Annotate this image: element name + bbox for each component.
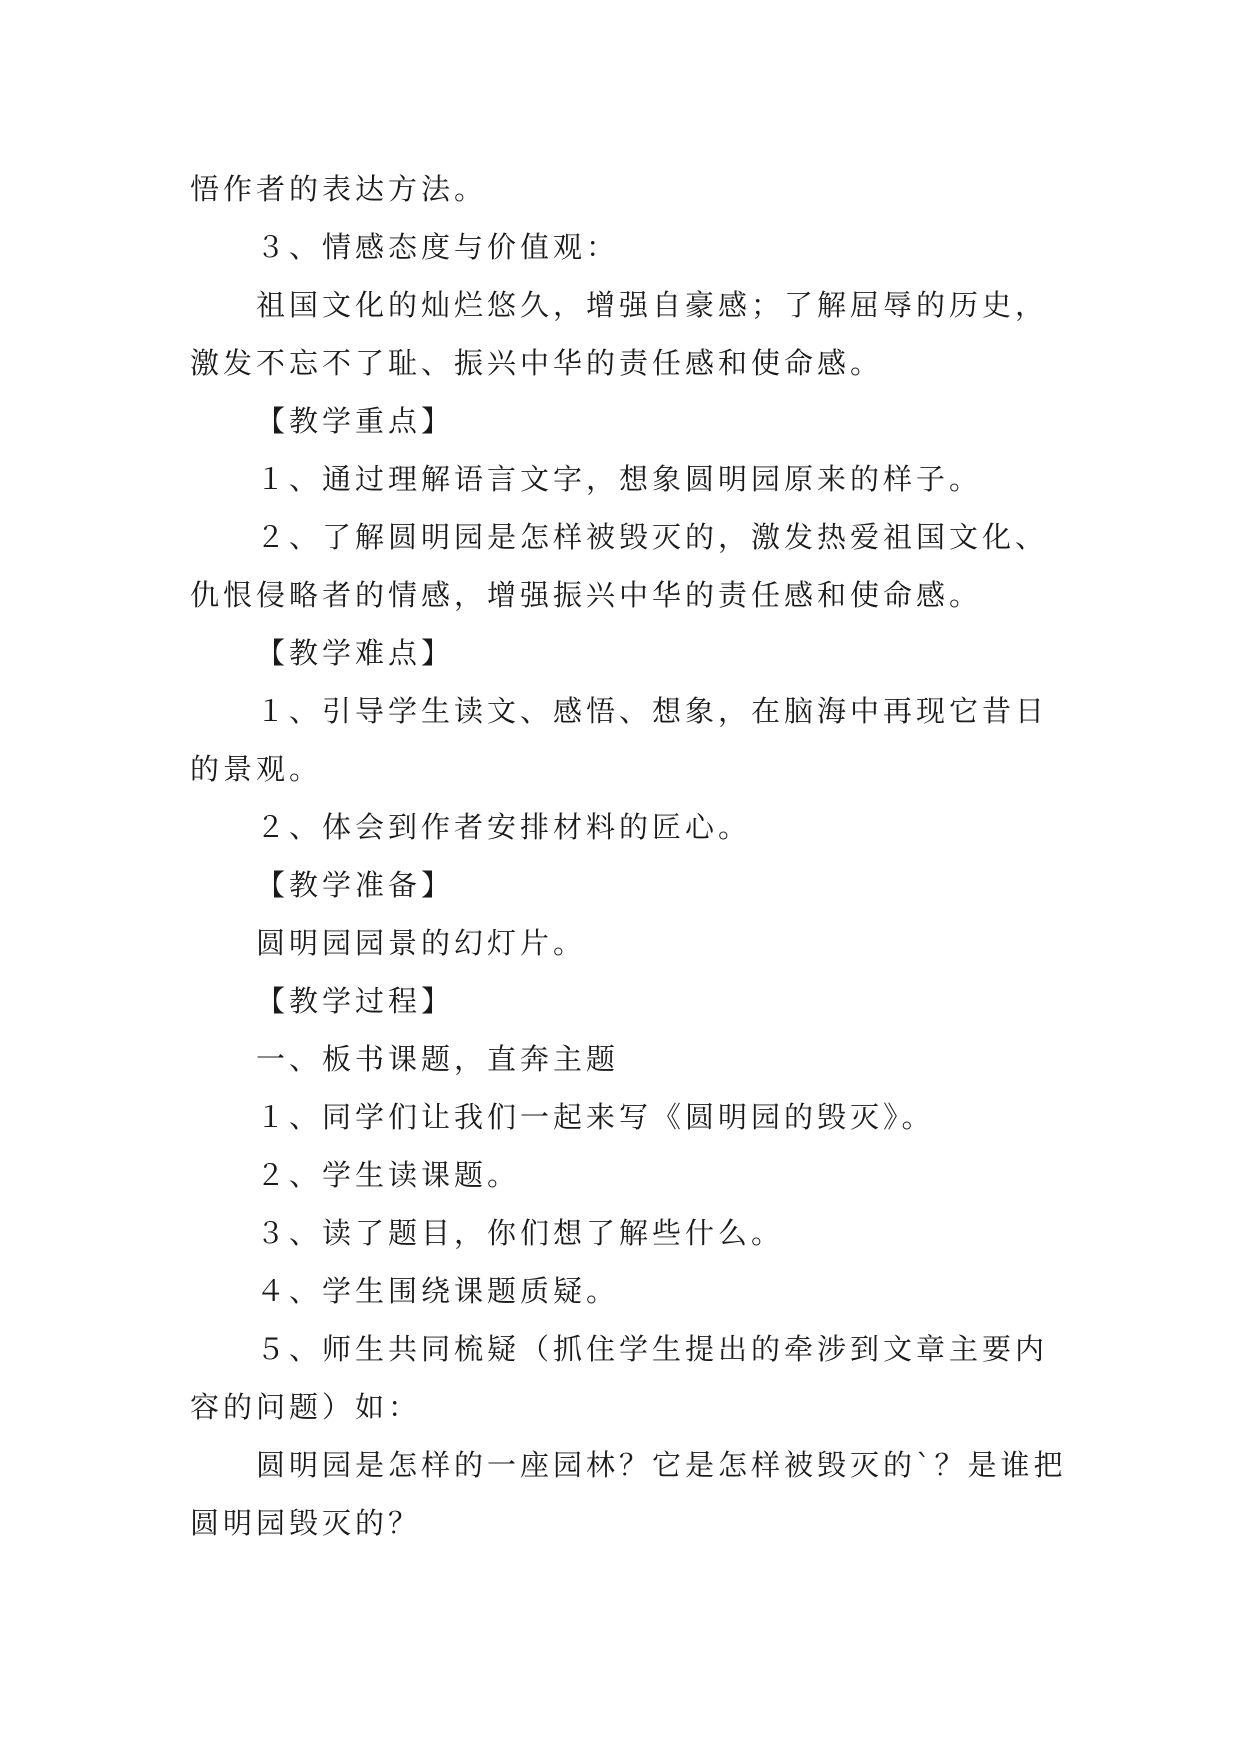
paragraph-questions: 圆明园是怎样的一座园林？它是怎样被毁灭的`？是谁把圆明园毁灭的？ (190, 1448, 1067, 1540)
paragraph-difficulty-1: １、引导学生读文、感悟、想象，在脑海中再现它昔日的景观。 (190, 694, 1049, 786)
paragraph-step-4: ４、学生围绕课题质疑。 (256, 1274, 620, 1308)
paragraph-key-point-1: １、通过理解语言文字，想象圆明园原来的样子。 (256, 462, 983, 496)
paragraph-key-point-2: ２、了解圆明园是怎样被毁灭的，激发热爱祖国文化、仇恨侵略者的情感，增强振兴中华的责任感和使命感。 (190, 520, 1049, 612)
paragraph-step-5: ５、师生共同梳疑（抓住学生提出的牵涉到文章主要内容的问题）如： (190, 1332, 1049, 1424)
section-heading-process: 【教学过程】 (256, 984, 455, 1018)
section-heading-preparation: 【教学准备】 (256, 868, 455, 902)
paragraph-values: 祖国文化的灿烂悠久，增强自豪感；了解屈辱的历史，激发不忘不了耻、振兴中华的责任感和使命感。 (190, 288, 1049, 380)
paragraph-difficulty-2: ２、体会到作者安排材料的匠心。 (256, 810, 752, 844)
paragraph-objective-3: ３、情感态度与价值观： (256, 230, 620, 264)
section-heading-key-points: 【教学重点】 (256, 404, 455, 438)
paragraph-preparation: 圆明园园景的幻灯片。 (256, 926, 587, 960)
paragraph-step-3: ３、读了题目，你们想了解些什么。 (256, 1216, 785, 1250)
paragraph-continuation: 悟作者的表达方法。 (190, 172, 488, 206)
section-heading-difficulties: 【教学难点】 (256, 636, 455, 670)
paragraph-step-title: 一、板书课题，直奔主题 (256, 1042, 620, 1076)
paragraph-step-1: １、同学们让我们一起来写《圆明园的毁灭》。 (256, 1100, 935, 1134)
document-body (190, 160, 1070, 1552)
paragraph-step-2: ２、学生读课题。 (256, 1158, 521, 1192)
